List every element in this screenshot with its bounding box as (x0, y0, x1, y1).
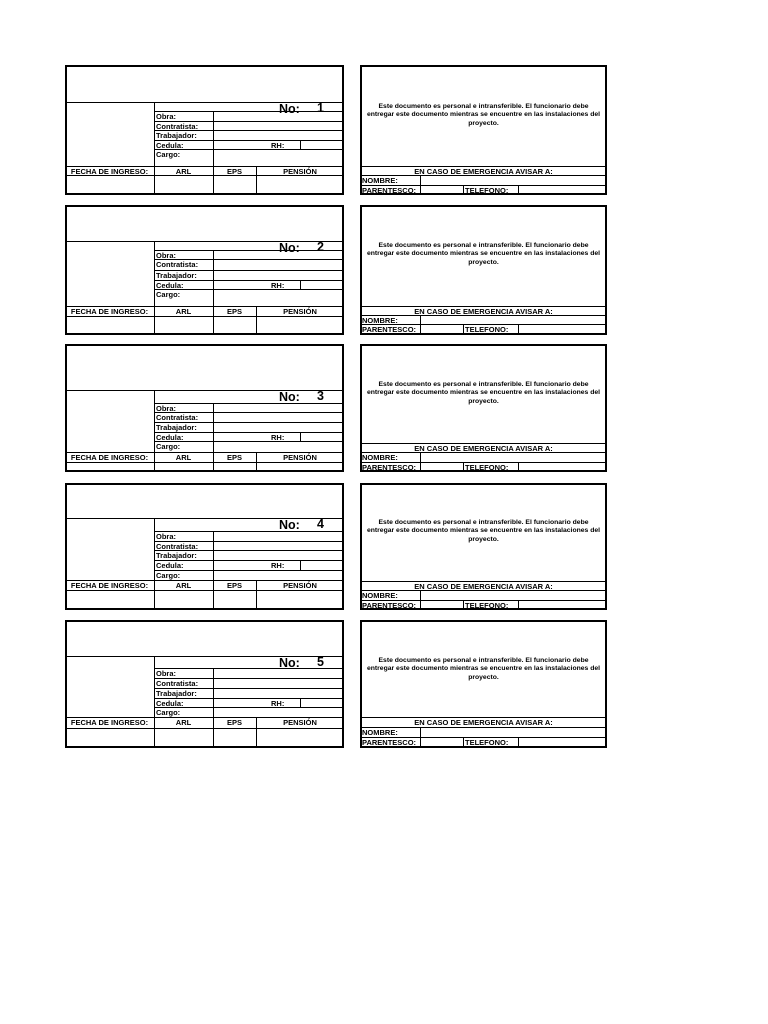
rh-divider (300, 280, 301, 289)
contratista-label: Contratista: (156, 260, 199, 269)
header-divider (65, 102, 344, 103)
rh-divider (300, 698, 301, 707)
emergency-title: EN CASO DE EMERGENCIA AVISAR A: (414, 307, 553, 316)
form-row-line (154, 570, 344, 571)
card-number: 3 (317, 389, 324, 403)
header-divider (65, 518, 344, 519)
notice-text: Este documento es personal e intransferible. El funcionario debe entregar este documento mientras se encuentre en las instalaciones del proyecto. (366, 381, 601, 405)
eps-header: EPS (226, 581, 242, 590)
id-card-back (360, 620, 607, 748)
notice-text: Este documento es personal e intransferible. El funcionario debe entregar este documento mientras se encuentre en las instalaciones del proyecto. (366, 242, 601, 266)
value-column-divider (213, 403, 214, 452)
header-divider (65, 390, 344, 391)
header-divider (65, 656, 344, 657)
arl-header: ARL (175, 453, 192, 462)
obra-label: Obra: (156, 112, 177, 121)
telefono-divider (463, 737, 464, 748)
card-number: 1 (317, 101, 324, 115)
id-card-back (360, 65, 607, 195)
notice-text: Este documento es personal e intransferible. El funcionario debe entregar este documento mientras se encuentre en las instalaciones del proyecto. (366, 519, 601, 543)
cedula-label: Cedula: (156, 433, 184, 442)
table-mid-line (65, 462, 344, 463)
cedula-label: Cedula: (156, 281, 184, 290)
value-column-divider (213, 531, 214, 580)
parentesco-label: PARENTESCO: (362, 601, 417, 610)
card-number: 4 (317, 517, 324, 531)
telefono-value-divider (518, 324, 519, 335)
rh-label: RH: (271, 141, 285, 150)
trabajador-label: Trabajador: (156, 131, 197, 140)
pension-header: PENSIÓN (283, 581, 317, 590)
parentesco-label: PARENTESCO: (362, 463, 417, 472)
nombre-label: NOMBRE: (362, 176, 398, 185)
fecha-ingreso-header: FECHA DE INGRESO: (70, 167, 149, 176)
contratista-label: Contratista: (156, 413, 199, 422)
telefono-divider (463, 185, 464, 195)
number-label: No: (279, 390, 300, 404)
fecha-ingreso-header: FECHA DE INGRESO: (70, 718, 149, 727)
nombre-label: NOMBRE: (362, 728, 398, 737)
form-row-line (154, 668, 344, 669)
label-divider (420, 590, 421, 610)
id-card-front (65, 65, 344, 195)
fecha-ingreso-header: FECHA DE INGRESO: (70, 307, 149, 316)
cargo-label: Cargo: (156, 150, 181, 159)
number-label: No: (279, 518, 300, 532)
telefono-divider (463, 324, 464, 335)
id-card-back (360, 344, 607, 472)
pension-header: PENSIÓN (283, 453, 317, 462)
telefono-value-divider (518, 185, 519, 195)
label-divider (420, 315, 421, 335)
parentesco-label: PARENTESCO: (362, 186, 417, 195)
rh-label: RH: (271, 561, 285, 570)
number-label: No: (279, 656, 300, 670)
cargo-label: Cargo: (156, 442, 181, 451)
eps-header: EPS (226, 307, 242, 316)
telefono-label: TELEFONO: (465, 463, 509, 472)
telefono-divider (463, 600, 464, 610)
label-divider (420, 175, 421, 195)
id-card-front (65, 344, 344, 472)
telefono-label: TELEFONO: (465, 186, 509, 195)
cedula-label: Cedula: (156, 141, 184, 150)
emergency-title: EN CASO DE EMERGENCIA AVISAR A: (414, 718, 553, 727)
nombre-label: NOMBRE: (362, 316, 398, 325)
number-label: No: (279, 102, 300, 116)
arl-header: ARL (175, 167, 192, 176)
label-divider (420, 727, 421, 748)
telefono-value-divider (518, 600, 519, 610)
emergency-title: EN CASO DE EMERGENCIA AVISAR A: (414, 582, 553, 591)
pension-header: PENSIÓN (283, 718, 317, 727)
id-card-back (360, 205, 607, 335)
obra-label: Obra: (156, 251, 177, 260)
telefono-label: TELEFONO: (465, 738, 509, 747)
eps-header: EPS (226, 167, 242, 176)
value-column-divider (213, 111, 214, 166)
arl-header: ARL (175, 307, 192, 316)
nombre-label: NOMBRE: (362, 591, 398, 600)
value-column-divider (213, 668, 214, 717)
notice-text: Este documento es personal e intransferible. El funcionario debe entregar este documento mientras se encuentre en las instalaciones del proyecto. (366, 103, 601, 127)
telefono-label: TELEFONO: (465, 325, 509, 334)
parentesco-label: PARENTESCO: (362, 738, 417, 747)
telefono-divider (463, 462, 464, 472)
trabajador-label: Trabajador: (156, 271, 197, 280)
fecha-ingreso-header: FECHA DE INGRESO: (70, 581, 149, 590)
contratista-label: Contratista: (156, 679, 199, 688)
nombre-label: NOMBRE: (362, 453, 398, 462)
rh-label: RH: (271, 433, 285, 442)
telefono-value-divider (518, 737, 519, 748)
label-column-divider (154, 390, 155, 452)
fecha-ingreso-header: FECHA DE INGRESO: (70, 453, 149, 462)
cargo-label: Cargo: (156, 708, 181, 717)
rh-divider (300, 140, 301, 149)
telefono-value-divider (518, 462, 519, 472)
form-row-line (154, 250, 344, 251)
obra-label: Obra: (156, 404, 177, 413)
contratista-label: Contratista: (156, 542, 199, 551)
rh-divider (300, 432, 301, 441)
contratista-label: Contratista: (156, 122, 199, 131)
id-card-back (360, 483, 607, 610)
trabajador-label: Trabajador: (156, 689, 197, 698)
table-mid-line (65, 316, 344, 317)
eps-header: EPS (226, 453, 242, 462)
id-card-front (65, 205, 344, 335)
cedula-label: Cedula: (156, 561, 184, 570)
cargo-label: Cargo: (156, 290, 181, 299)
id-card-front (65, 483, 344, 610)
trabajador-label: Trabajador: (156, 551, 197, 560)
header-divider (65, 241, 344, 242)
arl-header: ARL (175, 718, 192, 727)
cargo-label: Cargo: (156, 571, 181, 580)
id-card-front (65, 620, 344, 748)
label-divider (420, 452, 421, 472)
rh-label: RH: (271, 699, 285, 708)
obra-label: Obra: (156, 669, 177, 678)
trabajador-label: Trabajador: (156, 423, 197, 432)
notice-text: Este documento es personal e intransferible. El funcionario debe entregar este documento mientras se encuentre en las instalaciones del proyecto. (366, 657, 601, 681)
rh-divider (300, 560, 301, 570)
parentesco-label: PARENTESCO: (362, 325, 417, 334)
number-label: No: (279, 241, 300, 255)
rh-label: RH: (271, 281, 285, 290)
emergency-title: EN CASO DE EMERGENCIA AVISAR A: (414, 444, 553, 453)
emergency-title: EN CASO DE EMERGENCIA AVISAR A: (414, 167, 553, 176)
form-row-line (154, 403, 344, 404)
arl-header: ARL (175, 581, 192, 590)
form-row-line (154, 111, 344, 112)
telefono-label: TELEFONO: (465, 601, 509, 610)
pension-header: PENSIÓN (283, 167, 317, 176)
cedula-label: Cedula: (156, 699, 184, 708)
eps-header: EPS (226, 718, 242, 727)
pension-header: PENSIÓN (283, 307, 317, 316)
form-row-line (154, 531, 344, 532)
obra-label: Obra: (156, 532, 177, 541)
table-mid-line (65, 590, 344, 591)
card-number: 5 (317, 655, 324, 669)
table-mid-line (65, 728, 344, 729)
card-number: 2 (317, 240, 324, 254)
